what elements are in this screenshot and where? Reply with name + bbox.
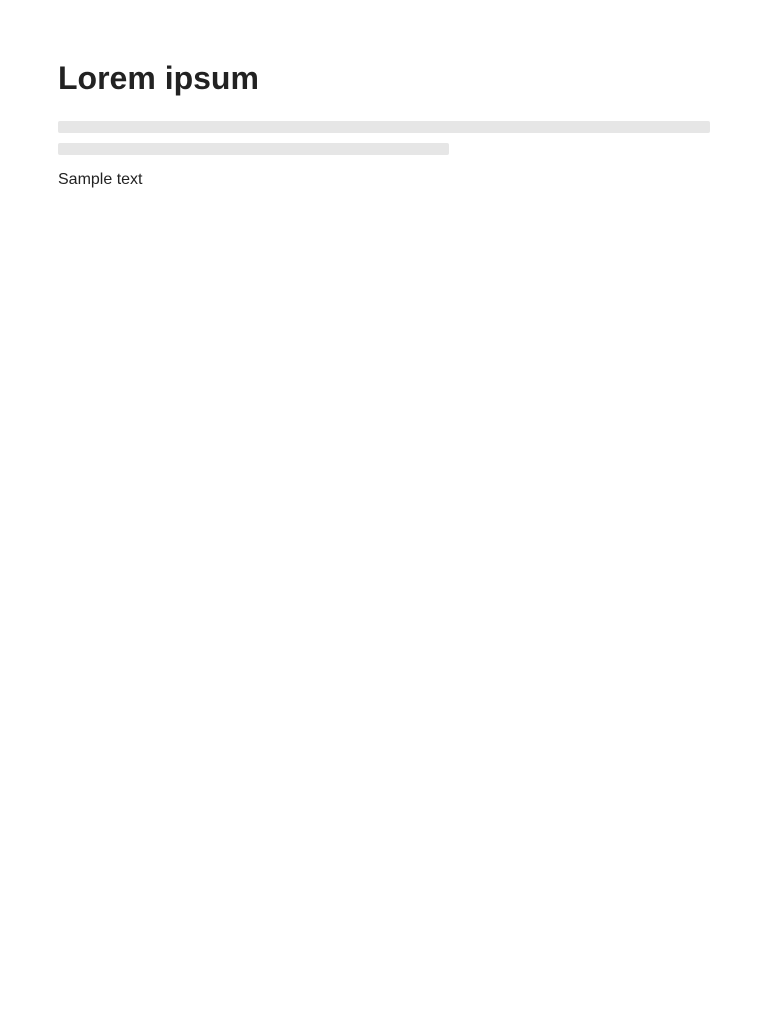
page	[0, 0, 768, 265]
placeholder-line	[58, 121, 710, 133]
caption-text: Sample text	[58, 171, 143, 188]
placeholder-line	[58, 143, 449, 155]
page-title: Lorem ipsum	[58, 60, 259, 96]
